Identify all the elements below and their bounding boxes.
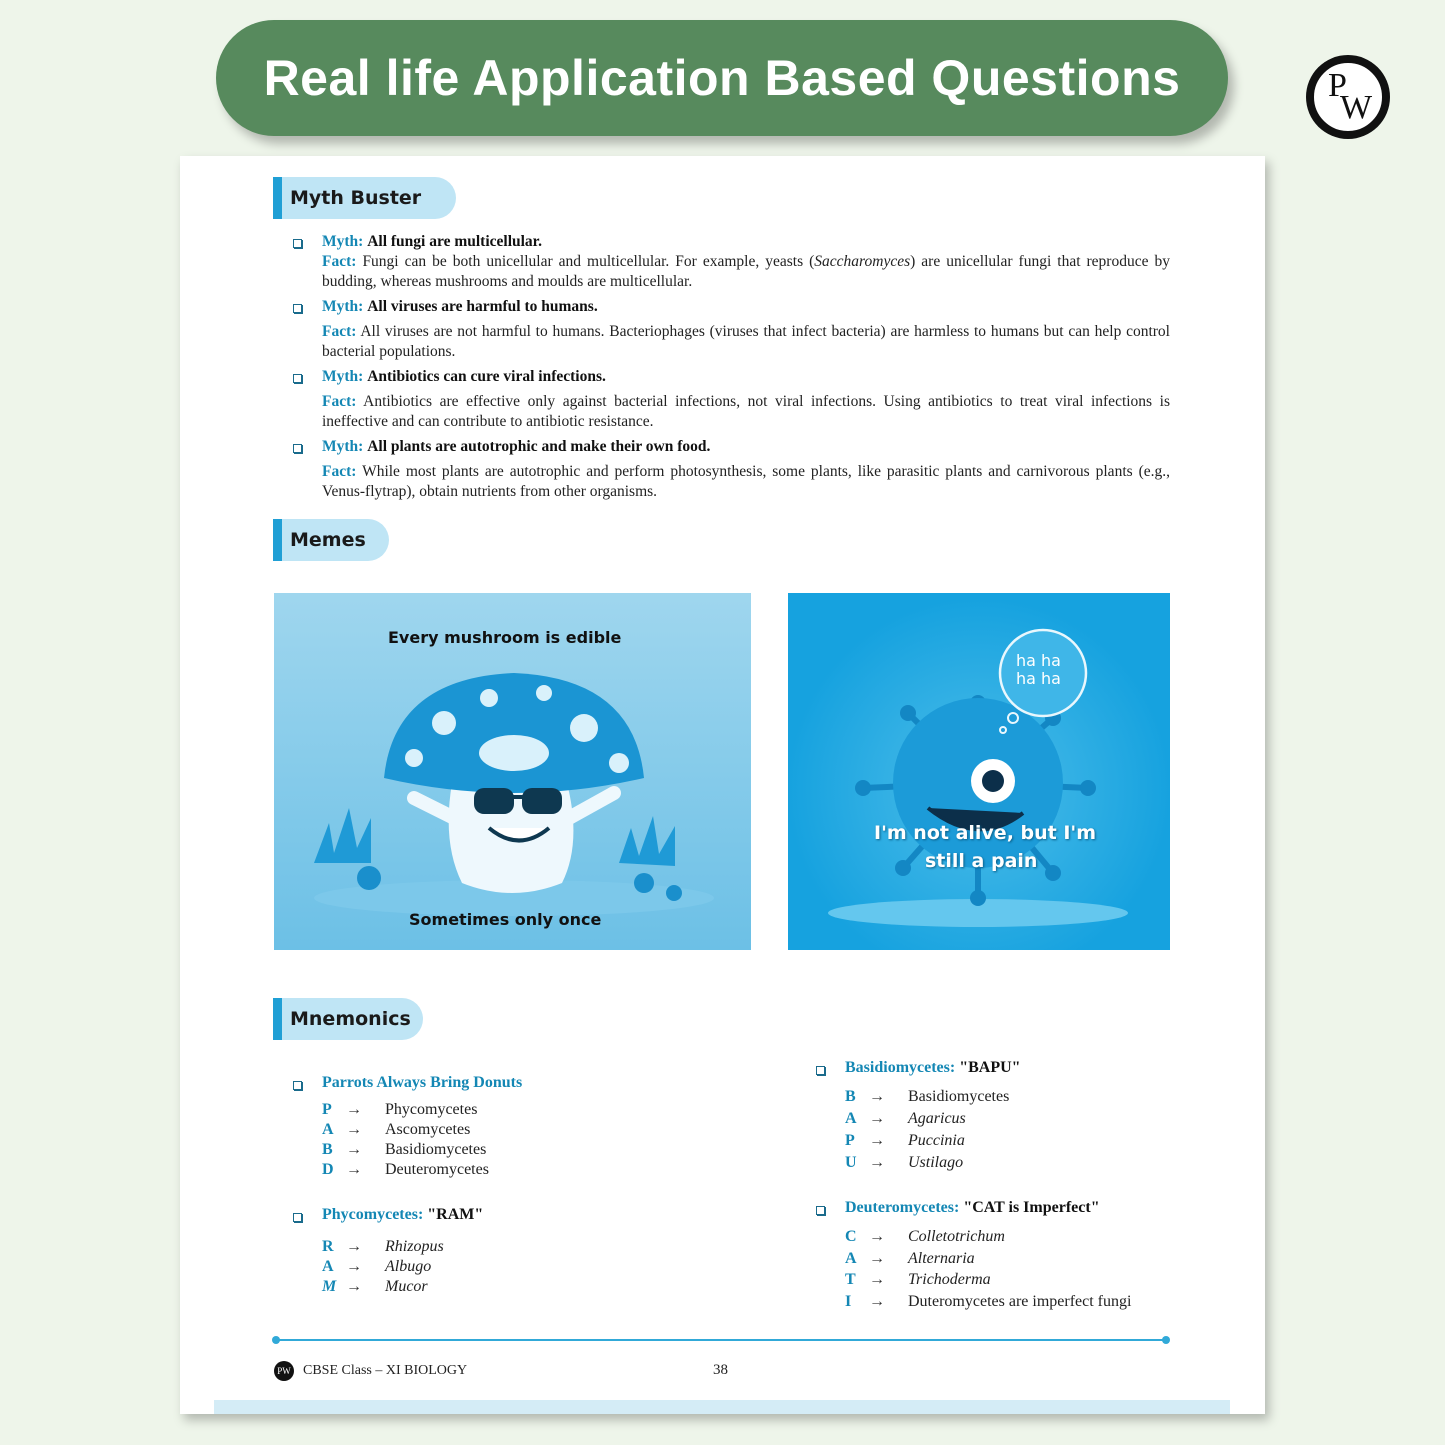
footer-pw-logo: PW	[274, 1361, 294, 1381]
mnemonic-pabd-title: Parrots Always Bring Donuts	[322, 1074, 523, 1091]
bubble-text-1: ha ha	[1016, 651, 1061, 670]
fact-text: All viruses are not harmful to humans. Bacteriophages (viruses that infect bacteria) are harmless to humans but can help control bacterial populations.	[322, 323, 1170, 360]
bullet-icon	[293, 374, 302, 383]
myth-text: Antibiotics can cure viral infections.	[367, 368, 606, 385]
arrow-icon: →	[346, 1141, 362, 1158]
footer-rule	[275, 1339, 1167, 1341]
myth-fact-4: Myth: All plants are autotrophic and make their own food. Fact: While most plants are autotrophic and perform photosynthesis, some plants, like parasitic plants and carnivorous plants (e.g., Venus-flytrap), obtain nutrients from other organisms.	[322, 438, 1170, 500]
title-banner	[216, 20, 1228, 136]
meme-caption-line2: still a pain	[925, 850, 1038, 872]
section-myth-buster: Myth Buster	[273, 177, 456, 219]
arrow-icon: →	[346, 1101, 362, 1118]
page-number: 38	[713, 1362, 728, 1378]
arrow-icon: →	[346, 1258, 362, 1275]
footer-book-title: CBSE Class – XI BIOLOGY	[303, 1363, 468, 1378]
arrow-icon: →	[869, 1293, 885, 1310]
fact-text: Antibiotics are effective only against bacterial infections, not viral infections. Using antibiotics to treat viral infections is ineffective and can contribute to antibiotic resistance.	[322, 393, 1170, 430]
mushroom-meme	[274, 593, 751, 950]
section-mnemonics: Mnemonics	[273, 998, 423, 1040]
arrow-icon: →	[869, 1250, 885, 1267]
bullet-icon	[816, 1206, 825, 1215]
bullet-icon	[816, 1066, 825, 1075]
page-title: Real life Application Based Questions	[263, 50, 1181, 106]
bullet-icon	[293, 1213, 302, 1222]
bullet-icon	[293, 304, 302, 313]
meme-top-caption: Every mushroom is edible	[388, 628, 622, 647]
arrow-icon: →	[869, 1088, 885, 1105]
mnemonic-ram-title: Phycomycetes: "RAM"	[322, 1206, 484, 1223]
myth-text: All fungi are multicellular.	[367, 233, 543, 250]
myth-fact-3: Myth: Antibiotics can cure viral infections. Fact: Antibiotics are effective only against bacterial infections, not viral infections. Using antibiotics to treat viral infections is ineffective and can contribute to antibiotic resistance.	[322, 368, 1170, 430]
mnemonic-cat-title: Deuteromycetes: "CAT is Imperfect"	[845, 1199, 1100, 1216]
arrow-icon: →	[869, 1154, 885, 1171]
virus-illustration	[788, 593, 1170, 950]
myth-fact-1: Myth: All fungi are multicellular. Fact: Fungi can be both unicellular and multicellular. For example, yeasts (Saccharomyces) are unicellular fungi that reproduce by budding, whereas mushrooms and moulds are multicellular.	[322, 233, 1170, 290]
meme-bottom-caption: Sometimes only once	[409, 910, 602, 929]
arrow-icon: →	[346, 1238, 362, 1255]
myth-text: All viruses are harmful to humans.	[367, 298, 598, 315]
section-memes: Memes	[273, 519, 389, 561]
logo-letter-p: P	[1328, 67, 1347, 104]
myth-text: All plants are autotrophic and make their own food.	[367, 438, 711, 455]
arrow-icon: →	[346, 1121, 362, 1138]
arrow-icon: →	[869, 1110, 885, 1127]
arrow-icon: →	[869, 1132, 885, 1149]
arrow-icon: →	[346, 1161, 362, 1178]
arrow-icon: →	[869, 1271, 885, 1288]
pw-logo	[1306, 55, 1390, 139]
mushroom-illustration	[274, 593, 751, 950]
bullet-icon	[293, 444, 302, 453]
bottom-band	[214, 1400, 1230, 1414]
virus-meme	[788, 593, 1170, 950]
arrow-icon: →	[869, 1228, 885, 1245]
arrow-icon: →	[346, 1278, 362, 1295]
myth-fact-2: Myth: All viruses are harmful to humans. Fact: All viruses are not harmful to humans. Bacteriophages (viruses that infect bacteria) are harmless to humans but can help control bacterial populations.	[322, 298, 1170, 360]
mnemonic-bapu-title: Basidiomycetes: "BAPU"	[845, 1059, 1021, 1076]
book-page: Myth Buster Myth: All fungi are multicellular. Fact: Fungi can be both unicellular and multicellular. For example, yeasts (Saccharomyces) are unicellular fungi that reproduce by budding, whereas mushrooms and moulds are multicellular. Myth: All viruses are harmful to humans. Fact: All viruses are not harmful to humans. Bacteriophages (viruses that infect bacteria) are harmless to humans but can help control bacterial populations. Myth: Antibiotics can cure viral infections. Fact: Antibiotics are effective only against bacterial infections, not viral infections. Using antibiotics to treat viral infections is ineffective and can contribute to antibiotic resistance. Myth: All plants are autotrophic and make their own food. Fact: While most plants are autotrophic and perform photosynthesis, some plants, like parasitic plants and carnivorous plants (e.g., Venus-flytrap), obtain nutrients from other organisms. Memes Every mushroom is edible Sometimes only once ha ha ha ha I'm not alive, but I'm still a pain Mnemonics Parrots Always Bring Donuts P → Phycomycetes A → Ascomycetes B → Basidiomycetes D → Deuteromycetes Phycomycetes: "RAM" R → Rhizopus A → Albugo M → Mucor Basidiomycetes: "BAPU" B → Basidiomycetes A → Agaricus P → Puccinia U → Ustilago Deuteromycetes: "CAT is Imperfect" C → Colletotrichum A → Alternaria T → Trichoderma I → Duteromycetes are imperfect fungi PW CBSE Class – XI BIOLOGY 38	[180, 156, 1265, 1414]
fact-text: While most plants are autotrophic and perform photosynthesis, some plants, like parasitic plants and carnivorous plants (e.g., Venus-flytrap), obtain nutrients from other organisms.	[322, 463, 1170, 500]
bullet-icon	[293, 239, 302, 248]
logo-letter-w: W	[1340, 89, 1373, 126]
meme-caption-line1: I'm not alive, but I'm	[874, 822, 1097, 844]
bullet-icon	[293, 1081, 302, 1090]
bubble-text-2: ha ha	[1016, 669, 1061, 688]
